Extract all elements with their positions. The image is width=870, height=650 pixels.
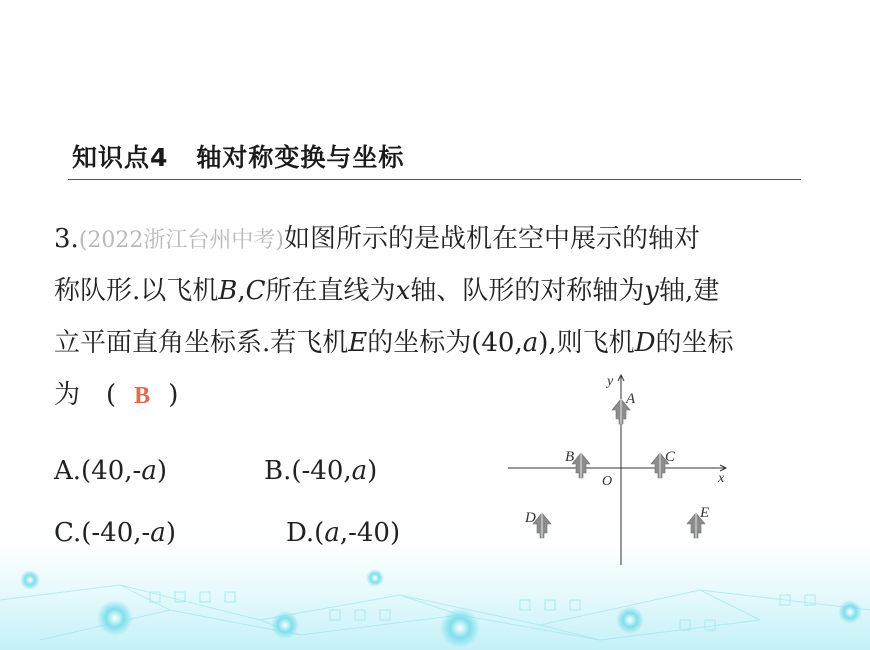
x-axis-label: x — [718, 471, 725, 486]
var-a: a — [522, 328, 539, 358]
var-a: a — [141, 456, 157, 486]
var-b: B — [218, 276, 238, 306]
text: 的坐标 — [655, 328, 734, 358]
y-axis-label: y — [607, 374, 614, 389]
text: A.(40,- — [54, 456, 142, 486]
question-line-2 — [54, 270, 719, 307]
text: 立平面直角坐标系.若飞机 — [54, 328, 349, 358]
section-divider — [68, 179, 801, 180]
text: 为 — [54, 380, 81, 410]
text: 所在直线为 — [265, 276, 396, 306]
var-a: a — [150, 518, 166, 548]
text: 轴,建 — [658, 276, 720, 306]
question-text-1: 如图所示的是战机在空中展示的轴对 — [283, 224, 700, 254]
option-a[interactable] — [54, 456, 167, 486]
var-a: a — [351, 456, 368, 486]
var-a: a — [324, 518, 340, 548]
text: 称队形.以飞机 — [54, 276, 219, 306]
text: , — [237, 276, 246, 306]
question-line-1 — [54, 218, 700, 255]
option-c[interactable] — [54, 518, 176, 548]
plane-b-icon — [572, 453, 590, 478]
var-y: y — [644, 276, 659, 306]
var-d: D — [634, 328, 656, 358]
text: D.( — [286, 518, 325, 548]
text: ),则飞机 — [538, 328, 635, 358]
var-e: E — [348, 328, 368, 358]
text: C.(-40,- — [54, 518, 151, 548]
origin-label: O — [602, 474, 613, 489]
paren-close: ) — [168, 380, 179, 410]
section-title: 轴对称变换与坐标 — [196, 143, 405, 172]
paren-open: ( — [106, 380, 117, 410]
text: 的坐标为(40, — [367, 328, 523, 358]
plane-b-label: B — [565, 449, 575, 465]
option-d[interactable] — [286, 518, 400, 548]
text: ,-40) — [339, 518, 401, 548]
coordinate-figure — [500, 365, 740, 565]
text: 轴、队形的对称轴为 — [410, 276, 645, 306]
question-number: 3. — [54, 224, 79, 254]
section-heading — [72, 138, 404, 174]
text: ) — [165, 518, 176, 548]
text: B.(-40, — [264, 456, 352, 486]
plane-e-label: E — [700, 505, 710, 521]
section-label: 知识点4 — [72, 143, 169, 172]
text: ) — [156, 456, 167, 486]
answer-text: B — [134, 383, 151, 409]
question-source: (2022浙江台州中考) — [78, 228, 284, 253]
var-x: x — [395, 276, 411, 306]
plane-d-label: D — [525, 510, 536, 526]
text: ) — [367, 456, 378, 486]
plane-a-label: A — [626, 391, 636, 407]
var-c: C — [245, 276, 266, 306]
plane-c-label: C — [665, 449, 676, 465]
option-b[interactable] — [264, 456, 377, 486]
question-line-3 — [54, 322, 734, 359]
question-line-4 — [54, 374, 178, 411]
